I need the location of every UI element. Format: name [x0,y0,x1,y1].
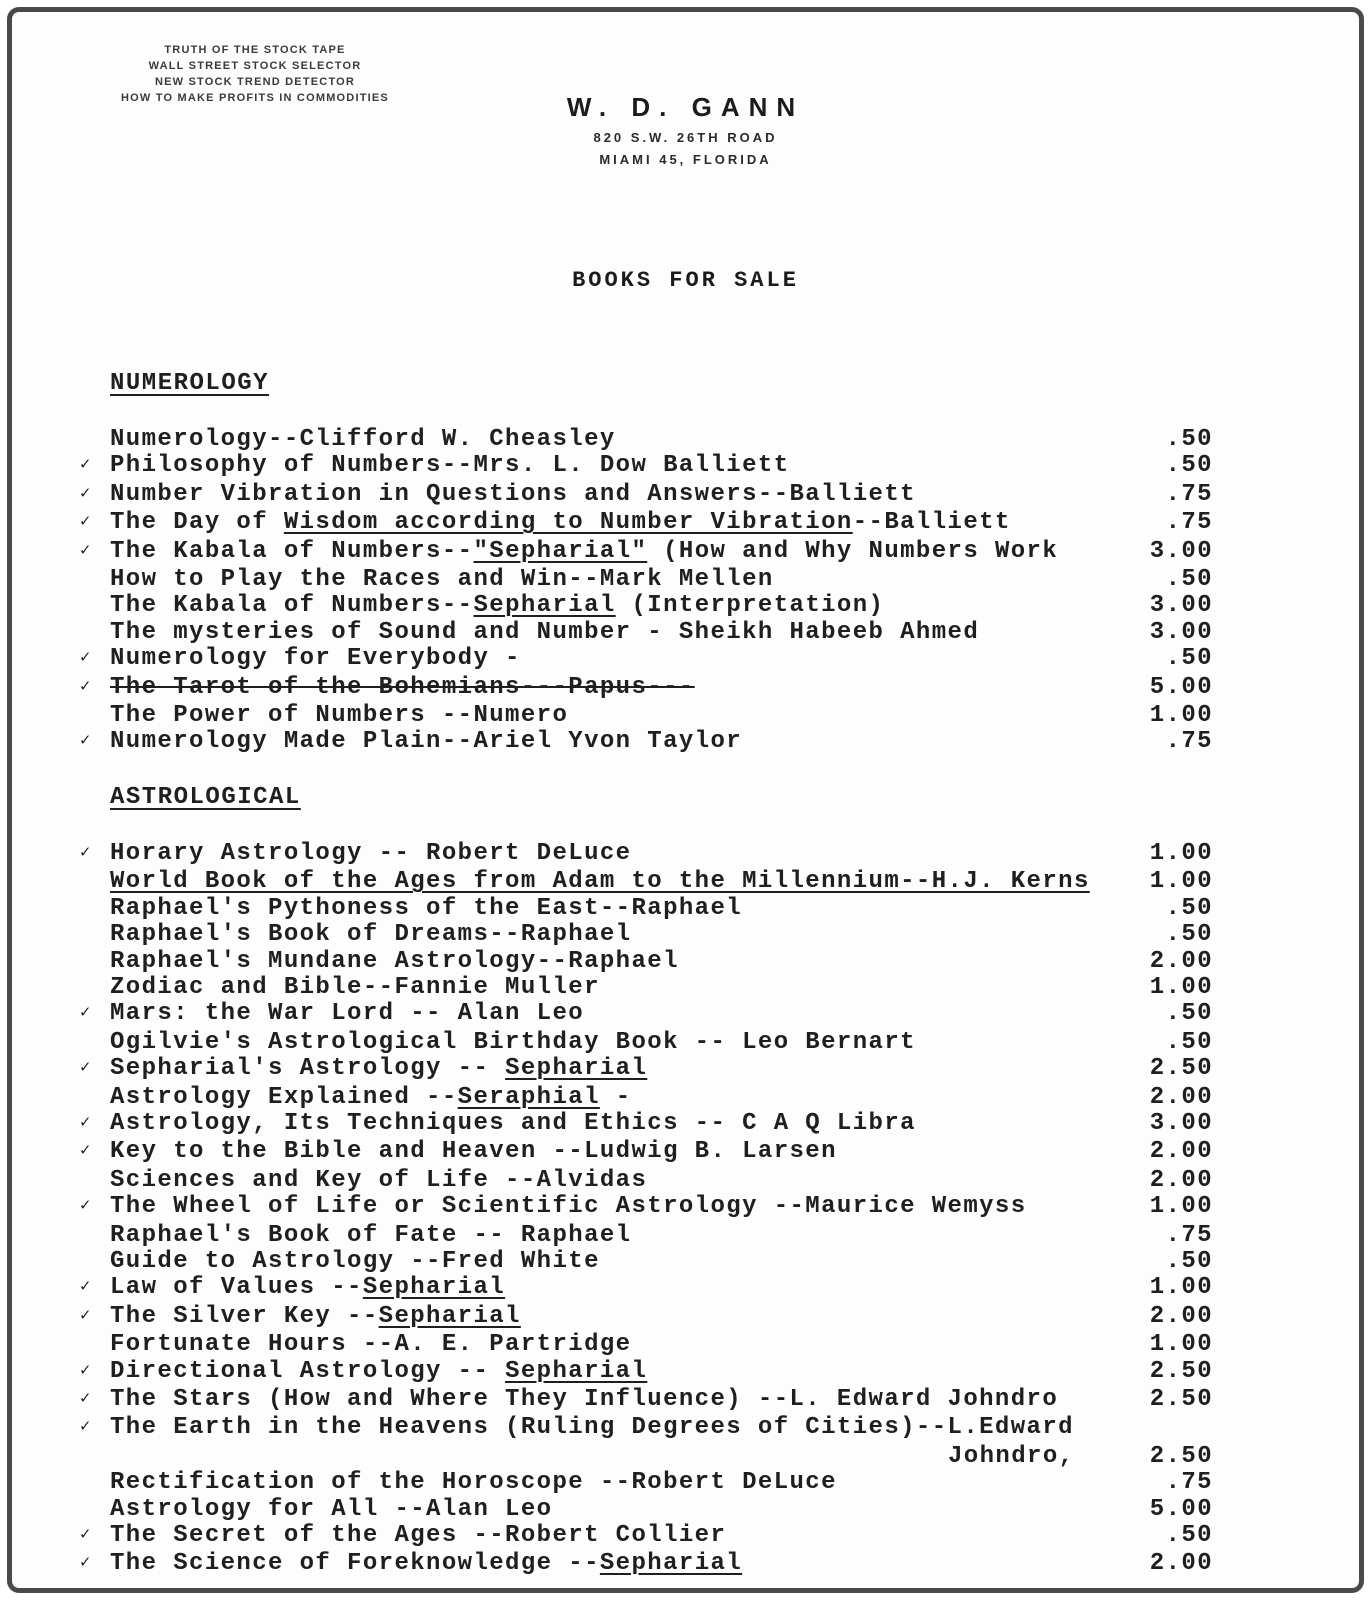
checkmark-icon: ✓ [80,1004,92,1024]
book-price: .50 [1165,1000,1213,1028]
section-heading: ASTROLOGICAL [110,783,301,811]
book-title: Numerology--Clifford W. Cheasley [110,427,616,453]
book-price: 2.50 [1149,1442,1213,1470]
book-row [80,593,1213,619]
book-price: .75 [1165,728,1213,756]
book-title: Rectification of the Horoscope --Robert DeLuce [110,1470,837,1497]
book-title: Fortunate Hours --A. E. Partridge [110,1332,632,1359]
book-price: 3.00 [1149,592,1213,620]
book-row [80,841,1213,869]
book-row [80,453,1213,481]
checkmark-icon: ✓ [80,1418,92,1438]
book-title: The Day of Wisdom according to Number Vibration--Balliett [110,510,1011,537]
document-title: BOOKS FOR SALE [572,268,799,293]
book-title: How to Play the Races and Win--Mark Mellen [110,567,774,594]
book-price: .50 [1165,426,1213,453]
checkmark-icon: ✓ [80,1113,92,1133]
book-title: Law of Values --Sepharial [110,1275,506,1302]
book-row [80,539,1213,567]
book-title: The Silver Key --Sepharial [110,1303,521,1330]
book-price: 3.00 [1149,537,1213,565]
book-price: .50 [1165,645,1213,673]
book-row [80,620,1213,646]
letterhead [12,92,1359,167]
book-title: Mars: the War Lord -- Alan Leo [110,1001,585,1028]
book-row [80,1387,1213,1415]
letterhead-address-line2: MIAMI 45, FLORIDA [599,152,772,167]
checkmark-icon: ✓ [80,484,92,504]
book-row [80,896,1213,922]
book-row [80,567,1213,593]
book-row [80,646,1213,674]
book-row [80,510,1213,538]
book-title: The Power of Numbers --Numero [110,703,569,730]
book-row [80,675,1213,703]
checkmark-icon: ✓ [80,513,92,533]
checkmark-icon: ✓ [80,456,92,476]
section [80,370,1213,758]
book-price: .50 [1165,566,1213,594]
book-row [80,1139,1213,1167]
book-title: World Book of the Ages from Adam to the Millennium--H.J. Kerns [110,869,1090,896]
book-title: Zodiac and Bible--Fannie Muller [110,974,600,1001]
book-row [80,1497,1213,1523]
section [80,784,1213,1580]
checkmark-icon: ✓ [80,1306,92,1326]
book-title: Johndro, [948,1443,1075,1470]
book-price: 1.00 [1149,839,1213,867]
letterhead-book-title: WALL STREET STOCK SELECTOR [148,60,362,72]
book-sections [80,370,1213,1580]
book-row [80,427,1213,453]
book-price: 2.50 [1149,1357,1213,1385]
book-row [80,1470,1213,1496]
book-title: The Tarot of the Bohemians---Papus--- [110,674,695,701]
book-title: Horary Astrology -- Robert DeLuce [110,840,632,867]
book-title: Astrology, Its Techniques and Ethics -- C A Q Libra [110,1110,916,1137]
book-price: 3.00 [1149,1109,1213,1137]
checkmark-icon: ✓ [80,649,92,669]
letterhead-address-line1: 820 S.W. 26TH ROAD [593,130,778,145]
book-row [80,729,1213,757]
book-price: 1.00 [1149,1193,1213,1221]
book-row [80,869,1213,895]
checkmark-icon: ✓ [80,677,92,697]
book-title: The Kabala of Numbers--Sepharial (Interpretation) [110,593,885,620]
book-price: 1.00 [1149,973,1213,1001]
book-row [80,1056,1213,1084]
book-title: Numerology for Everybody - [110,646,521,673]
letterhead-book-title: TRUTH OF THE STOCK TAPE [164,44,346,56]
checkmark-icon: ✓ [80,732,92,752]
book-row [80,1111,1213,1139]
book-row [80,922,1213,948]
book-title: Astrology for All --Alan Leo [110,1496,553,1523]
letterhead-book-title: NEW STOCK TREND DETECTOR [154,76,356,88]
section-heading: NUMEROLOGY [110,370,270,397]
book-price: 2.50 [1149,1055,1213,1083]
book-row [80,1194,1213,1222]
book-price: .50 [1165,894,1213,922]
letterhead-book-title: HOW TO MAKE PROFITS IN COMMODITIES [121,92,389,104]
checkmark-icon: ✓ [80,1142,92,1162]
book-list [80,427,1213,758]
book-price: .50 [1165,452,1213,480]
book-price: 2.00 [1149,1138,1213,1166]
book-price: 5.00 [1149,673,1213,701]
checkmark-icon: ✓ [80,1554,92,1574]
book-price: 5.00 [1149,1495,1213,1523]
book-row [80,1523,1213,1551]
book-title: Directional Astrology -- Sepharial [110,1358,648,1385]
book-title: Sepharial's Astrology -- Sepharial [110,1056,648,1083]
book-price: 1.00 [1149,1331,1213,1359]
book-title: Raphael's Book of Dreams--Raphael [110,922,632,949]
book-row [80,1359,1213,1387]
checkmark-icon: ✓ [80,1197,92,1217]
checkmark-icon: ✓ [80,1390,92,1409]
book-title: Astrology Explained --Seraphial - [110,1084,632,1111]
book-row [80,482,1213,510]
book-price: 1.00 [1149,868,1213,896]
book-price: .50 [1165,1028,1213,1056]
book-title: Raphael's Book of Fate -- Raphael [110,1222,632,1249]
checkmark-icon: ✓ [80,541,92,561]
book-row [80,1168,1213,1194]
book-row [80,1415,1213,1443]
book-price: 2.00 [1149,1166,1213,1194]
book-row [80,975,1213,1001]
book-title: The mysteries of Sound and Number - Sheikh Habeeb Ahmed [110,619,980,646]
book-price: .50 [1165,1247,1213,1275]
book-price: .75 [1165,509,1213,537]
checkmark-icon: ✓ [80,843,92,863]
book-price: 2.50 [1149,1386,1213,1413]
checkmark-icon: ✓ [80,1278,92,1298]
book-row [80,1551,1213,1579]
book-price: 1.00 [1149,1274,1213,1302]
book-price: .75 [1165,480,1213,508]
book-title: Numerology Made Plain--Ariel Yvon Taylor [110,729,743,756]
book-price: .50 [1165,921,1213,949]
letterhead-name: W. D. GANN [566,92,805,122]
checkmark-icon: ✓ [80,1526,92,1546]
book-row [80,1275,1213,1303]
book-title: Key to the Bible and Heaven --Ludwig B. Larsen [110,1139,837,1166]
book-title: The Science of Foreknowledge --Sepharial [110,1551,743,1578]
book-price: 3.00 [1149,618,1213,646]
book-title: The Wheel of Life or Scientific Astrology --Maurice Wemyss [110,1194,1027,1221]
book-price: .50 [1165,1522,1213,1550]
book-row [80,1444,1213,1470]
book-price: 2.00 [1149,947,1213,975]
book-price: 2.00 [1149,1550,1213,1578]
checkmark-icon: ✓ [80,1361,92,1381]
book-row [80,1304,1213,1332]
document-page [7,7,1364,1593]
book-title: Number Vibration in Questions and Answers--Balliett [110,481,916,508]
book-title: Guide to Astrology --Fred White [110,1248,600,1275]
book-price: 2.00 [1149,1302,1213,1330]
book-row [80,1001,1213,1029]
book-row [80,949,1213,975]
book-title: The Earth in the Heavens (Ruling Degrees of Cities)--L.Edward [110,1415,1074,1442]
book-row [80,1085,1213,1111]
book-row [80,1332,1213,1358]
book-title: Raphael's Pythoness of the East--Raphael [110,895,743,922]
book-price: .75 [1165,1221,1213,1249]
book-row [80,1249,1213,1275]
book-title: Philosophy of Numbers--Mrs. L. Dow Balliett [110,453,790,480]
book-price: 1.00 [1149,702,1213,730]
checkmark-icon: ✓ [80,1059,92,1079]
book-title: Ogilvie's Astrological Birthday Book -- Leo Bernart [110,1029,916,1056]
book-title: Sciences and Key of Life --Alvidas [110,1167,648,1194]
book-row [80,1223,1213,1249]
book-title: The Kabala of Numbers--"Sepharial" (How and Why Numbers Work [110,538,1059,565]
book-price: .75 [1165,1469,1213,1497]
book-row [80,703,1213,729]
book-title: The Stars (How and Where They Influence) --L. Edward Johndro [110,1387,1059,1413]
book-title: The Secret of the Ages --Robert Collier [110,1523,727,1550]
book-list [80,841,1213,1580]
book-title: Raphael's Mundane Astrology--Raphael [110,948,679,975]
book-price: 2.00 [1149,1083,1213,1111]
book-row [80,1030,1213,1056]
